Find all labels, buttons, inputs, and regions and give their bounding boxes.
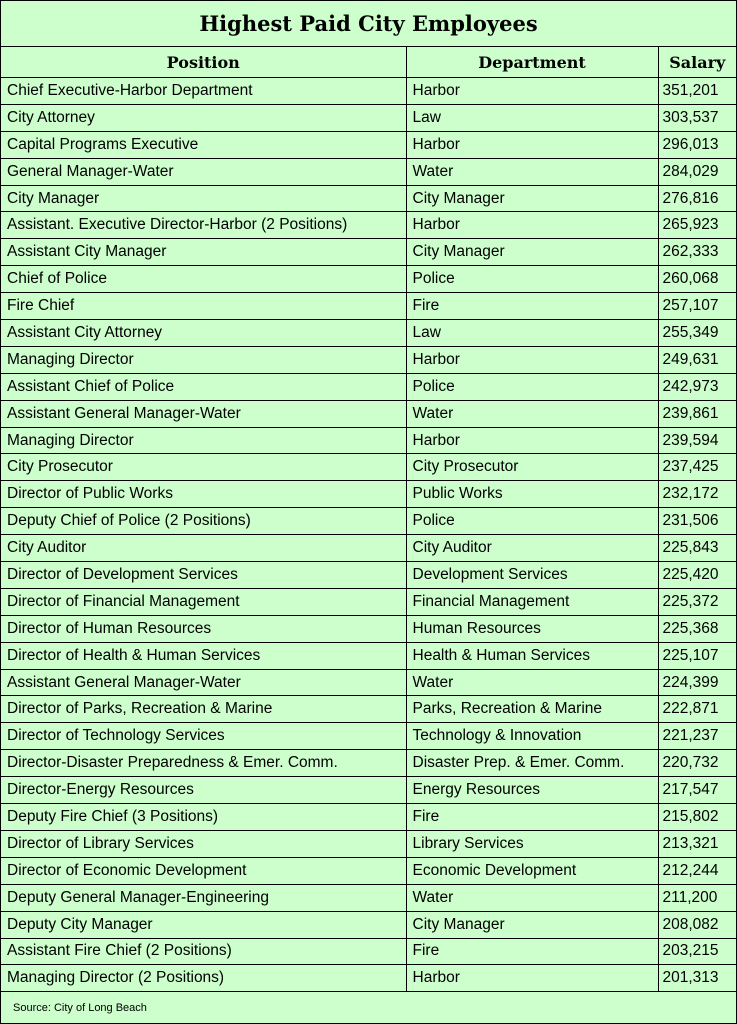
salary-cell: 225,368: [658, 615, 736, 642]
department-cell: Financial Management: [406, 588, 658, 615]
department-cell: Public Works: [406, 481, 658, 508]
salary-cell: 351,201: [658, 78, 736, 105]
source-note: Source: City of Long Beach: [13, 1002, 147, 1014]
department-cell: Water: [406, 884, 658, 911]
table-row: [1, 669, 736, 696]
salary-cell: 211,200: [658, 884, 736, 911]
department-cell: Law: [406, 104, 658, 131]
department-cell: Parks, Recreation & Marine: [406, 696, 658, 723]
department-cell: Water: [406, 400, 658, 427]
position-cell: Director of Financial Management: [1, 588, 406, 615]
department-cell: Fire: [406, 804, 658, 831]
department-cell: City Manager: [406, 911, 658, 938]
department-cell: Water: [406, 158, 658, 185]
table-row: [1, 239, 736, 266]
salary-cell: 276,816: [658, 185, 736, 212]
salary-cell: 262,333: [658, 239, 736, 266]
position-cell: Chief of Police: [1, 266, 406, 293]
table-row: [1, 373, 736, 400]
department-cell: Harbor: [406, 131, 658, 158]
table-row: [1, 427, 736, 454]
table-row: [1, 293, 736, 320]
table-row: [1, 965, 736, 992]
salary-table: [1, 47, 736, 992]
department-cell: Technology & Innovation: [406, 723, 658, 750]
table-row: [1, 266, 736, 293]
department-cell: Economic Development: [406, 857, 658, 884]
department-cell: Energy Resources: [406, 777, 658, 804]
position-cell: General Manager-Water: [1, 158, 406, 185]
header-row: [1, 47, 736, 78]
position-cell: Director of Economic Development: [1, 857, 406, 884]
table-row: [1, 78, 736, 105]
salary-cell: 203,215: [658, 938, 736, 965]
position-cell: Capital Programs Executive: [1, 131, 406, 158]
table-row: [1, 454, 736, 481]
department-cell: Law: [406, 320, 658, 347]
department-cell: City Prosecutor: [406, 454, 658, 481]
department-cell: Fire: [406, 938, 658, 965]
salary-cell: 212,244: [658, 857, 736, 884]
department-cell: Development Services: [406, 562, 658, 589]
department-cell: City Manager: [406, 239, 658, 266]
department-cell: Health & Human Services: [406, 642, 658, 669]
table-row: [1, 642, 736, 669]
position-cell: Director of Human Resources: [1, 615, 406, 642]
table-row: [1, 615, 736, 642]
table-row: [1, 884, 736, 911]
department-cell: Harbor: [406, 78, 658, 105]
position-cell: City Manager: [1, 185, 406, 212]
salary-cell: 201,313: [658, 965, 736, 992]
table-row: [1, 562, 736, 589]
position-cell: City Attorney: [1, 104, 406, 131]
position-cell: Director-Energy Resources: [1, 777, 406, 804]
table-row: [1, 535, 736, 562]
position-cell: City Prosecutor: [1, 454, 406, 481]
position-cell: Director of Technology Services: [1, 723, 406, 750]
table-row: [1, 104, 736, 131]
department-cell: Water: [406, 669, 658, 696]
department-cell: Harbor: [406, 965, 658, 992]
salary-cell: 225,372: [658, 588, 736, 615]
position-cell: Assistant Fire Chief (2 Positions): [1, 938, 406, 965]
position-cell: City Auditor: [1, 535, 406, 562]
table-row: [1, 750, 736, 777]
position-cell: Managing Director: [1, 346, 406, 373]
position-cell: Assistant City Attorney: [1, 320, 406, 347]
position-cell: Assistant General Manager-Water: [1, 400, 406, 427]
position-cell: Assistant City Manager: [1, 239, 406, 266]
table-row: [1, 400, 736, 427]
table-row: [1, 185, 736, 212]
position-cell: Director of Library Services: [1, 830, 406, 857]
position-cell: Deputy City Manager: [1, 911, 406, 938]
salary-cell: 255,349: [658, 320, 736, 347]
salary-cell: 215,802: [658, 804, 736, 831]
column-header-department: Department: [406, 47, 658, 78]
table-row: [1, 804, 736, 831]
table-row: [1, 131, 736, 158]
department-cell: Human Resources: [406, 615, 658, 642]
department-cell: City Manager: [406, 185, 658, 212]
department-cell: City Auditor: [406, 535, 658, 562]
salary-cell: 242,973: [658, 373, 736, 400]
department-cell: Harbor: [406, 212, 658, 239]
position-cell: Director of Parks, Recreation & Marine: [1, 696, 406, 723]
salary-cell: 225,420: [658, 562, 736, 589]
salary-cell: 231,506: [658, 508, 736, 535]
table-row: [1, 696, 736, 723]
salary-cell: 239,594: [658, 427, 736, 454]
salary-cell: 239,861: [658, 400, 736, 427]
salary-cell: 221,237: [658, 723, 736, 750]
salary-cell: 225,843: [658, 535, 736, 562]
salary-cell: 237,425: [658, 454, 736, 481]
position-cell: Deputy Fire Chief (3 Positions): [1, 804, 406, 831]
salary-cell: 224,399: [658, 669, 736, 696]
salary-cell: 225,107: [658, 642, 736, 669]
position-cell: Deputy General Manager-Engineering: [1, 884, 406, 911]
table-row: [1, 857, 736, 884]
column-header-position: Position: [1, 47, 406, 78]
table-title: Highest Paid City Employees: [1, 1, 736, 47]
salary-cell: 217,547: [658, 777, 736, 804]
salary-cell: 303,537: [658, 104, 736, 131]
salary-cell: 260,068: [658, 266, 736, 293]
table-row: [1, 508, 736, 535]
salary-cell: 265,923: [658, 212, 736, 239]
table-row: [1, 830, 736, 857]
position-cell: Fire Chief: [1, 293, 406, 320]
position-cell: Assistant Chief of Police: [1, 373, 406, 400]
salary-cell: 220,732: [658, 750, 736, 777]
position-cell: Chief Executive-Harbor Department: [1, 78, 406, 105]
salary-cell: 296,013: [658, 131, 736, 158]
department-cell: Police: [406, 266, 658, 293]
table-row: [1, 158, 736, 185]
position-cell: Director of Development Services: [1, 562, 406, 589]
table-row: [1, 320, 736, 347]
position-cell: Director of Health & Human Services: [1, 642, 406, 669]
salary-cell: 257,107: [658, 293, 736, 320]
salary-cell: 284,029: [658, 158, 736, 185]
department-cell: Disaster Prep. & Emer. Comm.: [406, 750, 658, 777]
position-cell: Managing Director (2 Positions): [1, 965, 406, 992]
department-cell: Fire: [406, 293, 658, 320]
department-cell: Police: [406, 508, 658, 535]
table-row: [1, 777, 736, 804]
salary-cell: 208,082: [658, 911, 736, 938]
department-cell: Harbor: [406, 427, 658, 454]
department-cell: Police: [406, 373, 658, 400]
table-row: [1, 723, 736, 750]
department-cell: Harbor: [406, 346, 658, 373]
table-row: [1, 911, 736, 938]
table-row: [1, 588, 736, 615]
column-header-salary: Salary: [658, 47, 736, 78]
table-body: [1, 78, 736, 992]
department-cell: Library Services: [406, 830, 658, 857]
table-row: [1, 481, 736, 508]
table-row: [1, 212, 736, 239]
table-row: [1, 346, 736, 373]
position-cell: Director-Disaster Preparedness & Emer. Comm.: [1, 750, 406, 777]
position-cell: Managing Director: [1, 427, 406, 454]
position-cell: Assistant General Manager-Water: [1, 669, 406, 696]
position-cell: Deputy Chief of Police (2 Positions): [1, 508, 406, 535]
position-cell: Assistant. Executive Director-Harbor (2 Positions): [1, 212, 406, 239]
salary-cell: 232,172: [658, 481, 736, 508]
table-row: [1, 938, 736, 965]
salary-cell: 222,871: [658, 696, 736, 723]
position-cell: Director of Public Works: [1, 481, 406, 508]
salary-cell: 213,321: [658, 830, 736, 857]
salary-cell: 249,631: [658, 346, 736, 373]
